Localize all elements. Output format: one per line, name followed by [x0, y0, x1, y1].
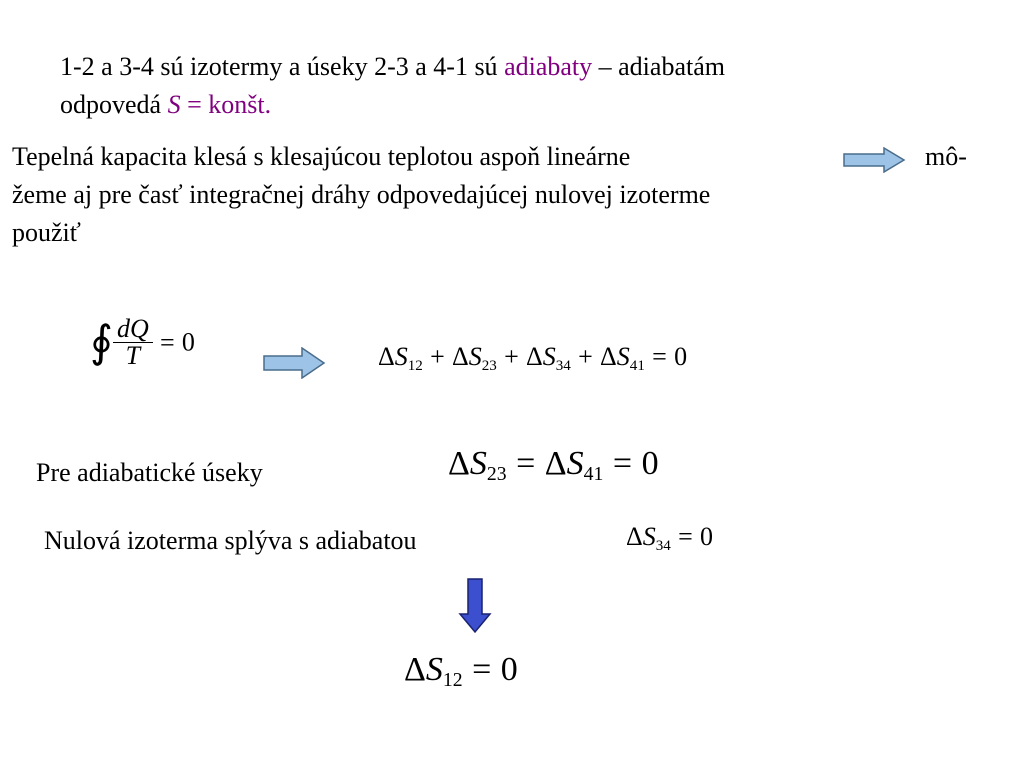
- entropy-symbol: S: [469, 445, 487, 482]
- plus-sign: +: [430, 342, 445, 371]
- subscript-34: 34: [655, 537, 671, 554]
- equals-sign: =: [652, 342, 667, 371]
- eq2-rhs: 0: [674, 342, 688, 371]
- subscript-41: 41: [629, 357, 645, 374]
- adiabatic-label: [36, 456, 263, 490]
- eq1-rhs: 0: [181, 327, 195, 357]
- para2-line1-tail: [925, 140, 967, 174]
- para1-line1-text-a: 1-2 a 3-4 sú izotermy a úseky 2-3 a 4-1 sú: [60, 52, 505, 81]
- para1-line1: [60, 50, 725, 84]
- null-isotherm-label-text: Nulová izoterma splýva s adiabatou: [44, 526, 417, 555]
- equation-entropy-sum: [378, 340, 687, 378]
- entropy-symbol: S: [542, 342, 556, 371]
- para2-line3: [12, 216, 81, 250]
- plus-sign: +: [504, 342, 519, 371]
- para1-entropy-symbol: S: [167, 90, 181, 119]
- entropy-symbol: S: [468, 342, 482, 371]
- subscript-23: 23: [486, 463, 507, 486]
- para1-line2: [60, 88, 271, 122]
- null-isotherm-label: [44, 524, 417, 558]
- para2-line1-text-a: Tepelná kapacita klesá s klesajúcou teplotou aspoň lineárne: [12, 142, 631, 171]
- delta-symbol: Δ: [544, 445, 567, 482]
- para1-line2-text-a: odpovedá: [60, 90, 168, 119]
- para2-line2-text: žeme aj pre časť integračnej dráhy odpovedajúcej nulovej izoterme: [12, 180, 711, 209]
- equation-adiabatic: [448, 444, 659, 488]
- right-arrow-icon: [262, 347, 326, 379]
- result-rhs: 0: [500, 651, 518, 688]
- equals-sign: =: [159, 327, 175, 357]
- subscript-12: 12: [407, 357, 423, 374]
- fraction-numerator: dQ: [113, 316, 153, 343]
- para2-line1-text-b: mô-: [925, 142, 967, 171]
- fraction-denominator: T: [125, 341, 141, 370]
- delta-symbol: Δ: [378, 342, 395, 371]
- entropy-symbol: S: [616, 342, 630, 371]
- entropy-symbol: S: [566, 445, 584, 482]
- entropy-symbol: S: [394, 342, 408, 371]
- delta-symbol: Δ: [600, 342, 617, 371]
- para1-highlight-konst: = konšt.: [180, 90, 272, 119]
- subscript-41: 41: [583, 463, 604, 486]
- fraction-dq-over-t: [113, 316, 153, 369]
- entropy-symbol: S: [642, 522, 656, 551]
- equation-closed-integral: [90, 316, 195, 369]
- delta-symbol: Δ: [626, 522, 643, 551]
- adiabatic-rhs: 0: [641, 445, 659, 482]
- para2-line2: [12, 178, 710, 212]
- delta-symbol: Δ: [452, 342, 469, 371]
- subscript-34: 34: [555, 357, 571, 374]
- subscript-12: 12: [442, 669, 463, 692]
- right-arrow-icon: [842, 147, 906, 173]
- delta-symbol: Δ: [448, 445, 470, 482]
- subscript-23: 23: [481, 357, 497, 374]
- delta-symbol: Δ: [526, 342, 543, 371]
- equals-sign: =: [612, 445, 633, 482]
- null-isotherm-rhs: 0: [700, 522, 714, 551]
- integral-symbol: ∮: [90, 317, 113, 367]
- down-arrow-icon: [458, 578, 492, 634]
- equals-sign: =: [678, 522, 693, 551]
- para2-line1: [12, 140, 630, 174]
- plus-sign: +: [578, 342, 593, 371]
- equation-null-isotherm: [626, 520, 713, 558]
- entropy-symbol: S: [425, 651, 443, 688]
- equals-sign: =: [472, 651, 492, 688]
- delta-symbol: Δ: [404, 651, 426, 688]
- adiabatic-label-text: Pre adiabatické úseky: [36, 458, 263, 487]
- para2-line3-text: použiť: [12, 218, 81, 247]
- equation-result: [404, 650, 518, 694]
- para1-line1-text-b: – adiabatám: [592, 52, 725, 81]
- equals-sign: =: [516, 445, 536, 482]
- para1-highlight-adiabaty: adiabaty: [504, 52, 593, 81]
